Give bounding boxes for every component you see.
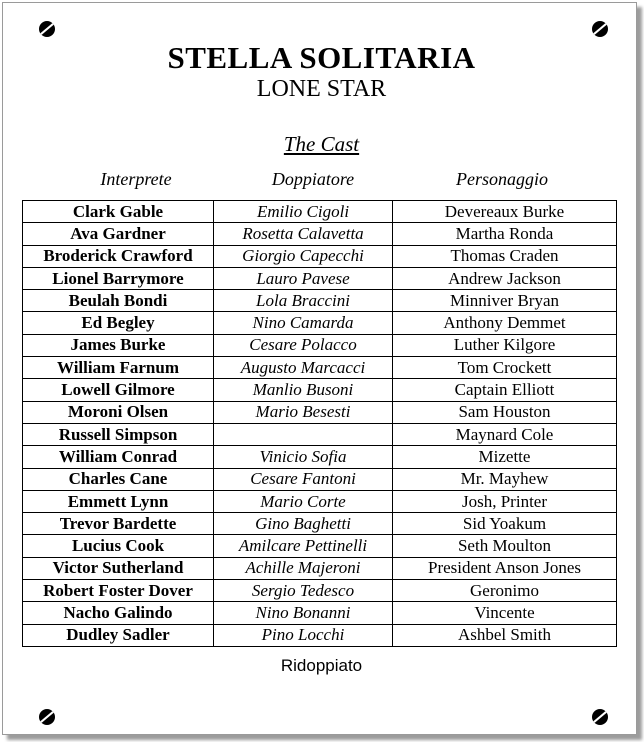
character-cell: Luther Kilgore (393, 334, 617, 356)
actor-cell: Moroni Olsen (23, 401, 214, 423)
table-row (23, 490, 617, 512)
dubber-cell (214, 423, 393, 445)
cast-table (22, 200, 617, 647)
table-row (23, 513, 617, 535)
table-row (23, 557, 617, 579)
plaque (2, 2, 637, 735)
actor-cell: Nacho Galindo (23, 602, 214, 624)
screw-icon (39, 709, 55, 725)
character-cell: Ashbel Smith (393, 624, 617, 646)
actor-cell: Lucius Cook (23, 535, 214, 557)
actor-cell: James Burke (23, 334, 214, 356)
table-row (23, 245, 617, 267)
character-cell: Minniver Bryan (393, 290, 617, 312)
dubber-cell: Mario Besesti (214, 401, 393, 423)
actor-cell: Victor Sutherland (23, 557, 214, 579)
character-cell: Captain Elliott (393, 379, 617, 401)
dubber-cell: Augusto Marcacci (214, 357, 393, 379)
character-cell: Martha Ronda (393, 223, 617, 245)
dubber-cell: Cesare Fantoni (214, 468, 393, 490)
actor-cell: Charles Cane (23, 468, 214, 490)
table-row (23, 267, 617, 289)
dubber-cell: Sergio Tedesco (214, 580, 393, 602)
actor-cell: Trevor Bardette (23, 513, 214, 535)
page-title: STELLA SOLITARIA (167, 40, 476, 75)
dubber-cell: Pino Locchi (214, 624, 393, 646)
column-header-doppiatore: Doppiatore (271, 169, 355, 189)
table-row (23, 379, 617, 401)
table-row (23, 312, 617, 334)
page-subtitle: LONE STAR (256, 76, 387, 102)
actor-cell: Broderick Crawford (23, 245, 214, 267)
dubber-cell: Vinicio Sofia (214, 446, 393, 468)
dubber-cell: Gino Baghetti (214, 513, 393, 535)
footer-note: Ridoppiato (280, 656, 363, 675)
character-cell: Mizette (393, 446, 617, 468)
dubber-cell: Mario Corte (214, 490, 393, 512)
dubber-cell: Manlio Busoni (214, 379, 393, 401)
table-row (23, 446, 617, 468)
table-row (23, 401, 617, 423)
dubber-cell: Giorgio Capecchi (214, 245, 393, 267)
actor-cell: Ava Gardner (23, 223, 214, 245)
actor-cell: Beulah Bondi (23, 290, 214, 312)
table-row (23, 223, 617, 245)
actor-cell: William Farnum (23, 357, 214, 379)
screw-icon (592, 709, 608, 725)
character-cell: Mr. Mayhew (393, 468, 617, 490)
character-cell: Anthony Demmet (393, 312, 617, 334)
character-cell: Seth Moulton (393, 535, 617, 557)
column-header-personaggio: Personaggio (456, 169, 548, 189)
character-cell: Josh, Printer (393, 490, 617, 512)
dubber-cell: Rosetta Calavetta (214, 223, 393, 245)
actor-cell: Emmett Lynn (23, 490, 214, 512)
character-cell: Thomas Craden (393, 245, 617, 267)
table-row (23, 334, 617, 356)
character-cell: Sid Yoakum (393, 513, 617, 535)
table-row (23, 357, 617, 379)
actor-cell: Clark Gable (23, 201, 214, 223)
screw-icon (592, 21, 608, 37)
table-row (23, 201, 617, 223)
table-row (23, 535, 617, 557)
actor-cell: Ed Begley (23, 312, 214, 334)
cast-table-body (23, 201, 617, 647)
actor-cell: Lowell Gilmore (23, 379, 214, 401)
dubber-cell: Lola Braccini (214, 290, 393, 312)
actor-cell: William Conrad (23, 446, 214, 468)
character-cell: Vincente (393, 602, 617, 624)
character-cell: Tom Crockett (393, 357, 617, 379)
dubber-cell: Emilio Cigoli (214, 201, 393, 223)
table-row (23, 602, 617, 624)
column-header-interprete: Interprete (100, 169, 172, 189)
table-row (23, 624, 617, 646)
table-row (23, 468, 617, 490)
dubber-cell: Nino Bonanni (214, 602, 393, 624)
table-row (23, 423, 617, 445)
character-cell: Andrew Jackson (393, 267, 617, 289)
dubber-cell: Amilcare Pettinelli (214, 535, 393, 557)
character-cell: Devereaux Burke (393, 201, 617, 223)
actor-cell: Robert Foster Dover (23, 580, 214, 602)
section-title: The Cast (283, 132, 360, 156)
character-cell: President Anson Jones (393, 557, 617, 579)
actor-cell: Russell Simpson (23, 423, 214, 445)
actor-cell: Dudley Sadler (23, 624, 214, 646)
dubber-cell: Lauro Pavese (214, 267, 393, 289)
character-cell: Geronimo (393, 580, 617, 602)
dubber-cell: Nino Camarda (214, 312, 393, 334)
character-cell: Sam Houston (393, 401, 617, 423)
table-row (23, 580, 617, 602)
character-cell: Maynard Cole (393, 423, 617, 445)
dubber-cell: Achille Majeroni (214, 557, 393, 579)
actor-cell: Lionel Barrymore (23, 267, 214, 289)
dubber-cell: Cesare Polacco (214, 334, 393, 356)
table-row (23, 290, 617, 312)
screw-icon (39, 21, 55, 37)
